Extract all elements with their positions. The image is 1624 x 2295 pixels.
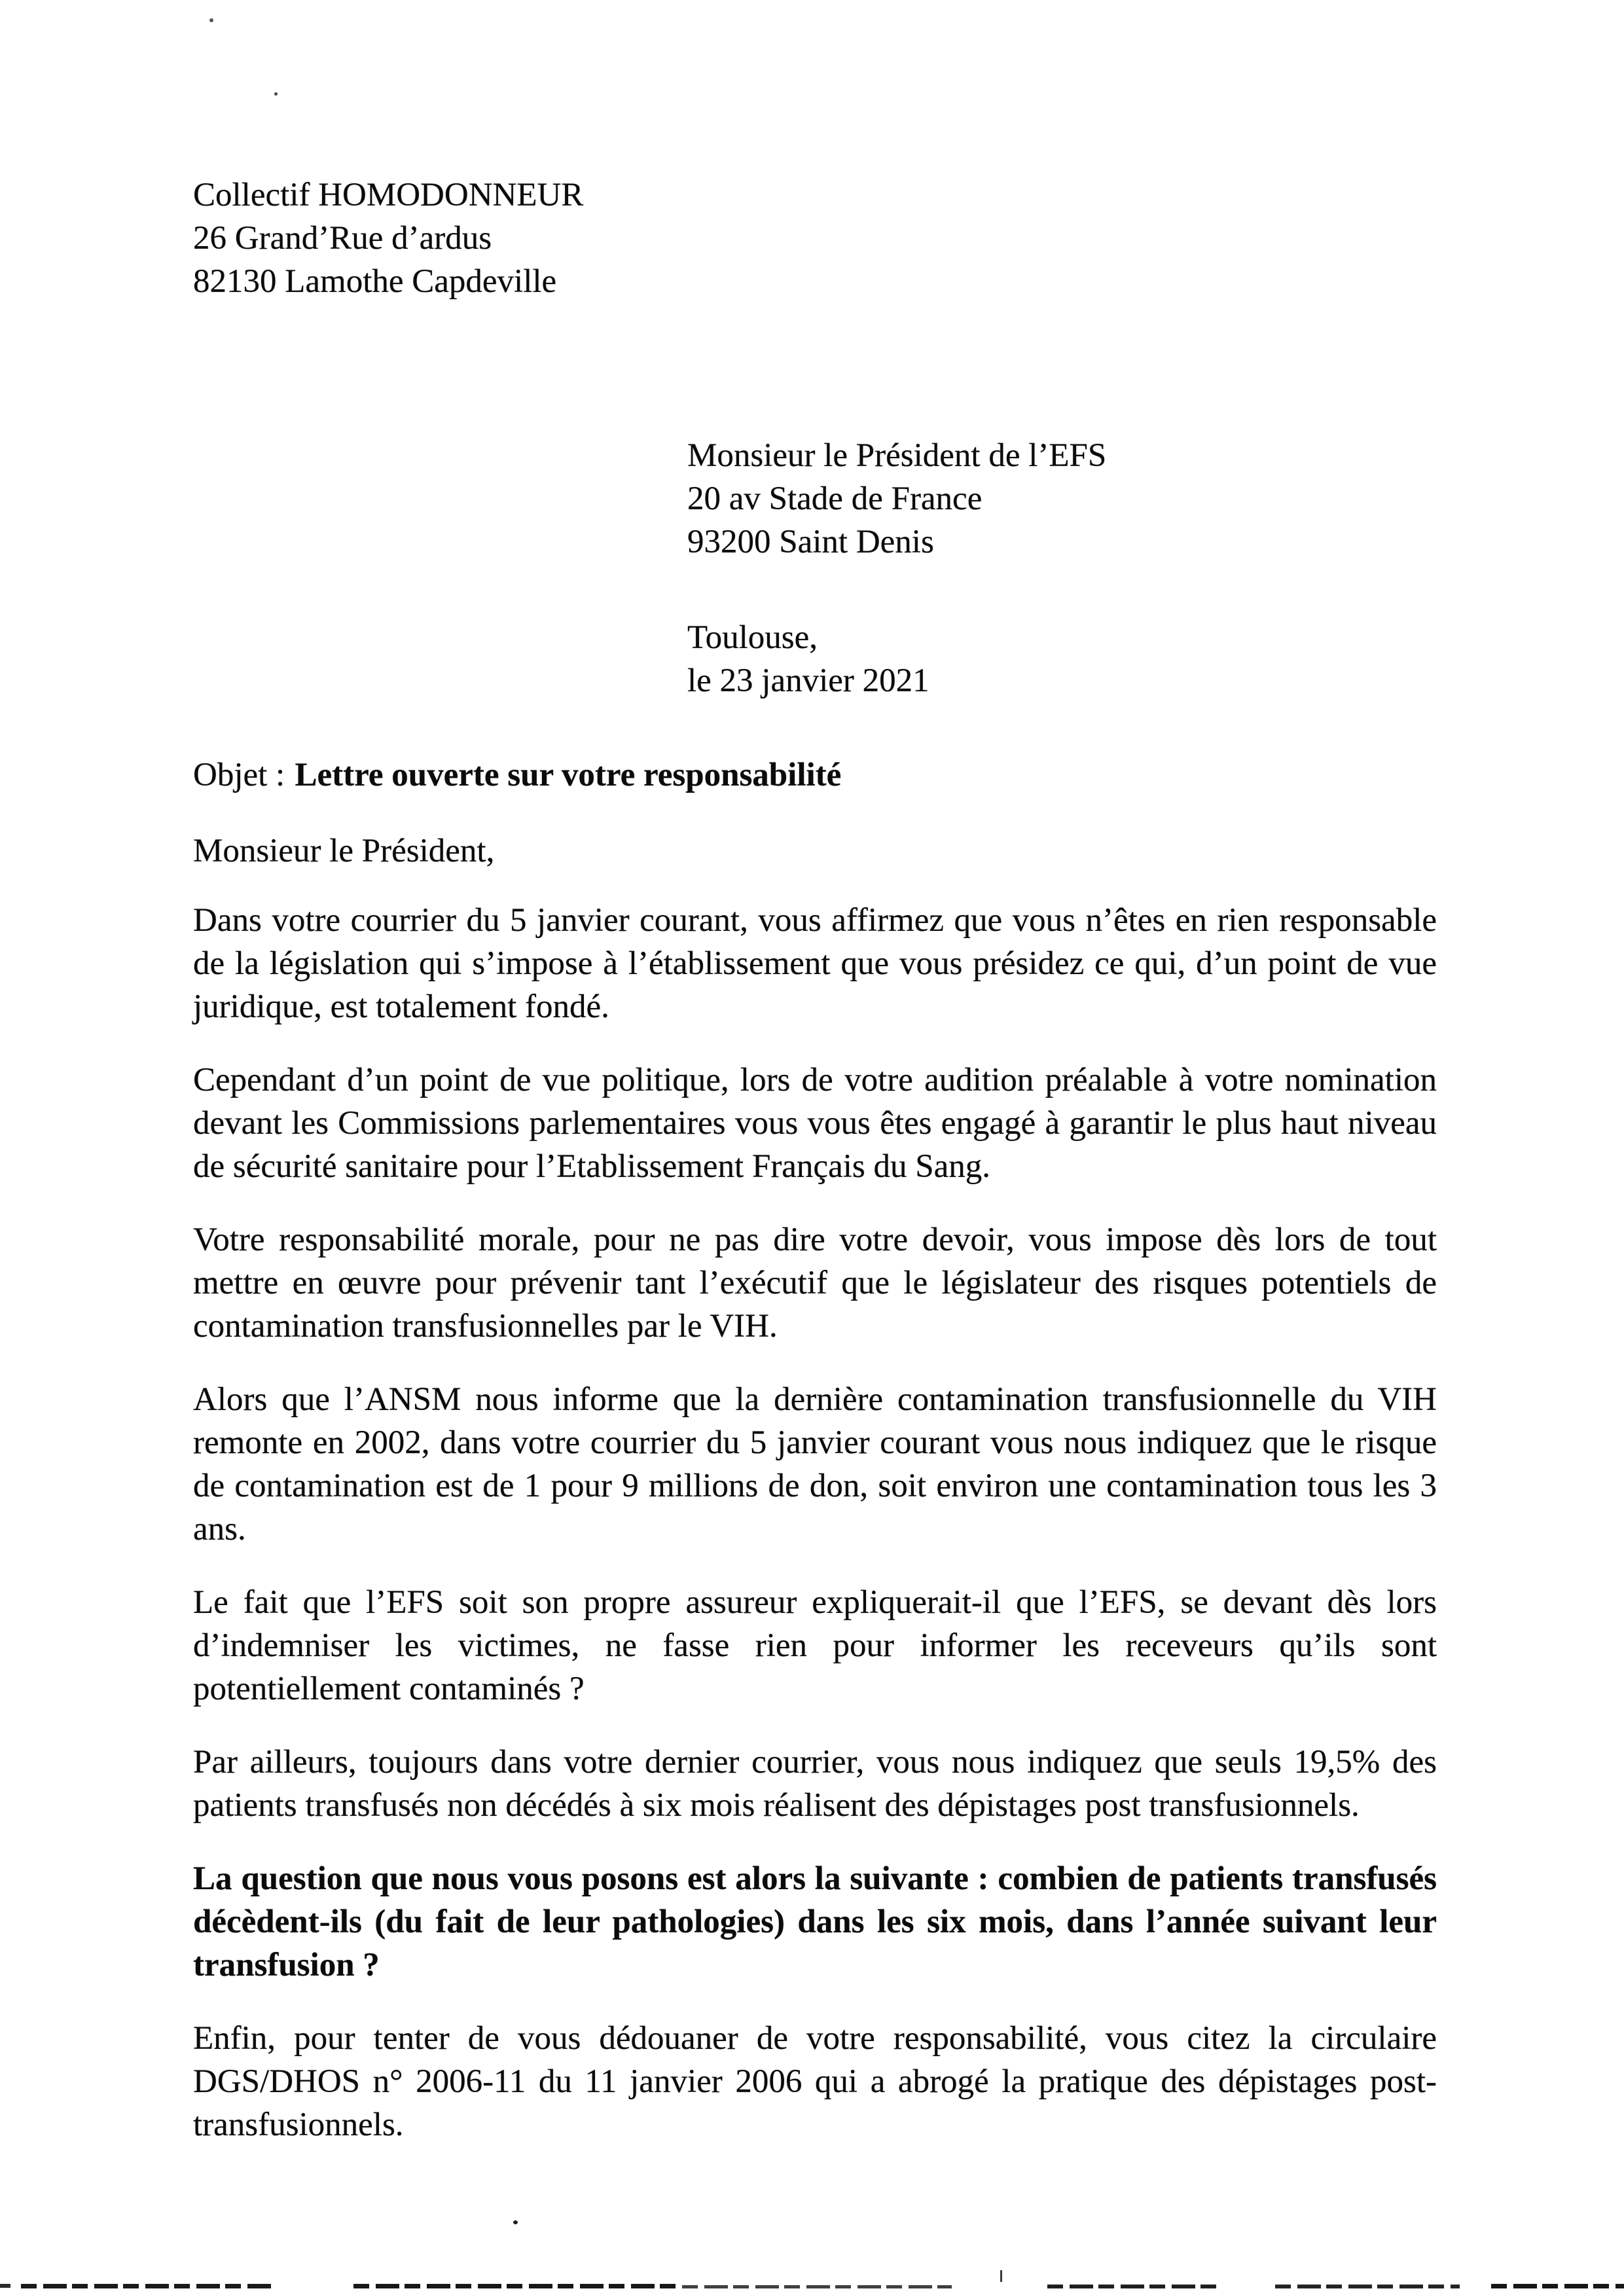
scan-speck [209, 18, 213, 22]
scan-edge-artifact-line [0, 2283, 1624, 2290]
scan-speck [274, 92, 278, 96]
scan-dash-segment [1275, 2285, 1460, 2288]
scan-dash-segment [21, 2284, 276, 2288]
paragraph: Votre responsabilité morale, pour ne pas dire votre devoir, vous impose dès lors de tout mettre en œuvre pour prévenir tant l’exécutif que le législateur des risques potentiels de contamination transfusionnelles par le VIH. [193, 1221, 1437, 1345]
recipient-address-block [687, 434, 1437, 564]
paragraph: Par ailleurs, toujours dans votre dernier courrier, vous nous indiquez que seuls 19,5% des patients transfusés non décédés à six mois réalisent des dépistages post transfusionnels. [193, 1744, 1437, 1824]
sender-city: 82130 Lamothe Capdeville [193, 263, 557, 300]
dateline [687, 616, 1437, 702]
scan-dash-segment [1047, 2285, 1223, 2288]
scan-dash-segment [682, 2285, 952, 2288]
subject-line [193, 753, 1437, 797]
salutation: Monsieur le Président, [193, 833, 495, 869]
subject-label: Objet : [193, 757, 285, 793]
scan-dash-segment [353, 2284, 676, 2288]
letter-body [193, 899, 1437, 2146]
paragraph: Le fait que l’EFS soit son propre assureur expliquerait-il que l’EFS, se devant dès lors d’indemniser les victimes, ne fasse rien pour informer les receveurs qu’ils sont potentiellement contaminés ? [193, 1584, 1437, 1707]
paragraph: Dans votre courrier du 5 janvier courant, vous affirmez que vous n’êtes en rien responsable de la législation qui s’impose à l’établissement que vous présidez ce qui, d’un point de vue juridique, est totalement fondé. [193, 902, 1437, 1025]
sender-address-block [193, 173, 1437, 303]
dateline-date: le 23 janvier 2021 [687, 662, 929, 699]
paragraph: Enfin, pour tenter de vous dédouaner de votre responsabilité, vous citez la circulaire DGS/DHOS n° 2006-11 du 11 janvier 2006 qui a abrogé la pratique des dépistages post-transfusionnels. [193, 2020, 1437, 2143]
recipient-name: Monsieur le Président de l’EFS [687, 437, 1107, 474]
paragraph-bold-question: La question que nous vous posons est alors la suivante : combien de patients transfusés décèdent-ils (du fait de leur pathologies) dans les six mois, dans l’année suivant leur transfusion ? [193, 1860, 1437, 1983]
dateline-place: Toulouse, [687, 619, 818, 656]
scan-dash-segment [1491, 2284, 1624, 2288]
paragraph: Cependant d’un point de vue politique, lors de votre audition préalable à votre nomination devant les Commissions parlementaires vous vous êtes engagé à garantir le plus haut niveau de sécurité sanitaire pour l’Etablissement Français du Sang. [193, 1062, 1437, 1185]
sender-street: 26 Grand’Rue d’ardus [193, 220, 492, 257]
recipient-street: 20 av Stade de France [687, 480, 983, 517]
recipient-city: 93200 Saint Denis [687, 524, 934, 560]
subject-text: Lettre ouverte sur votre responsabilité [295, 757, 842, 793]
scan-tick-mark [1000, 2270, 1002, 2282]
scan-dash-segment [0, 2284, 10, 2288]
sender-name: Collectif HOMODONNEUR [193, 177, 584, 213]
paragraph: Alors que l’ANSM nous informe que la dernière contamination transfusionnelle du VIH remonte en 2002, dans votre courrier du 5 janvier courant vous nous indiquez que le risque de contamination est de 1 pour 9 millions de don, soit environ une contamination tous les 3 ans. [193, 1381, 1437, 1547]
scan-speck [513, 2220, 518, 2224]
